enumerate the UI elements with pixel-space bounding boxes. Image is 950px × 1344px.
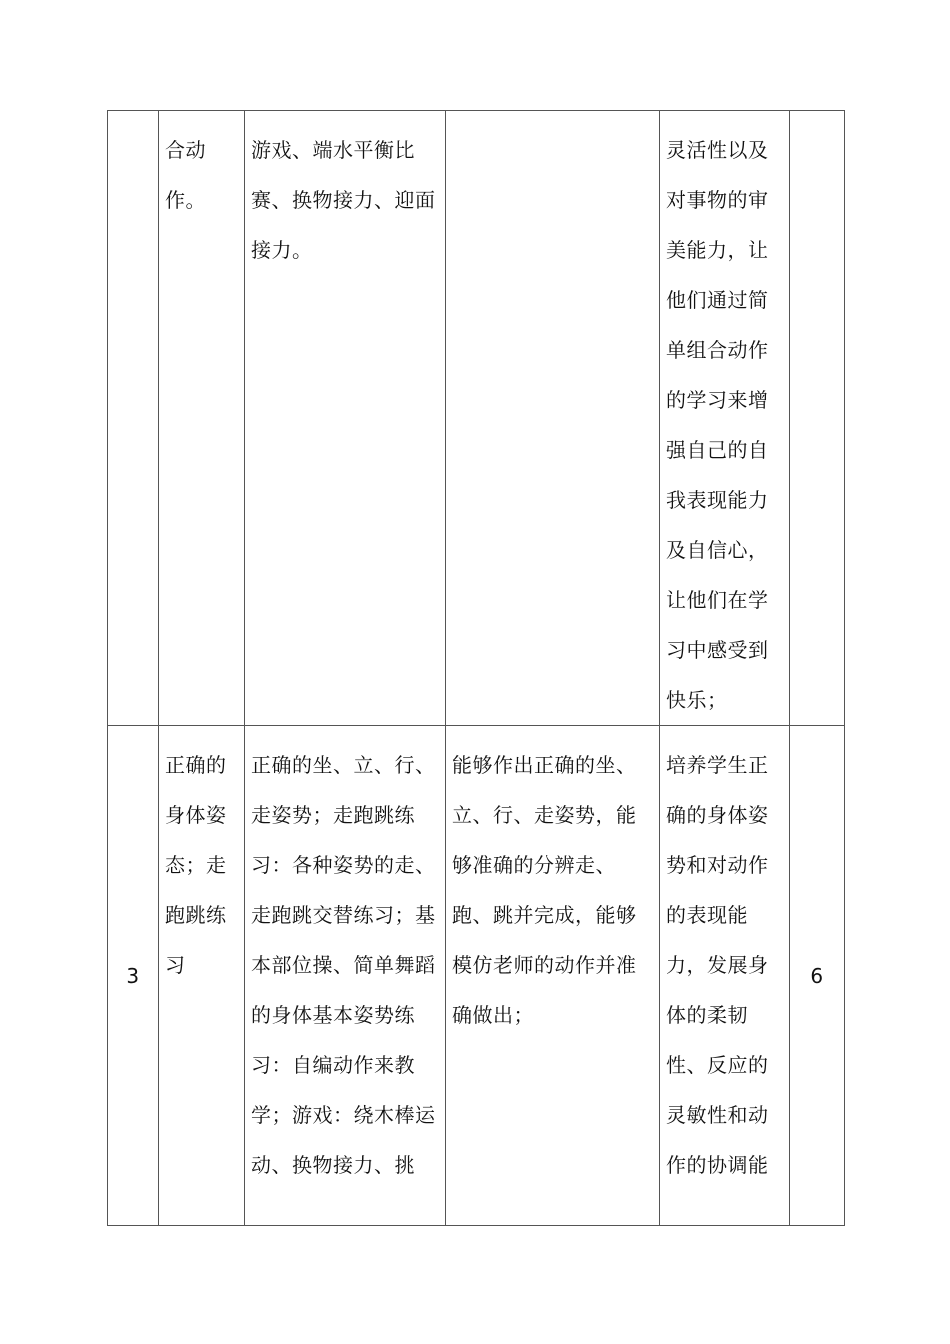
hours-cell (790, 726, 845, 1226)
content-cell (159, 111, 245, 726)
hours-cell (790, 111, 845, 726)
hours-text: 6 (810, 963, 824, 988)
content-cell (159, 726, 245, 1226)
table-row (108, 726, 845, 1226)
goals-text: 灵活性以及对事物的审美能力，让他们通过简单组合动作的学习来增强自己的自我表现能力及自信心，让他们在学习中感受到快乐； (666, 138, 769, 712)
activities-text: 正确的坐、立、行、走姿势；走跑跳练习：各种姿势的走、走跑跳交替练习；基本部位操、简单舞蹈的身体基本姿势练习：自编动作来教学；游戏：绕木棒运动、换物接力、挑 (251, 753, 436, 1177)
content-text: 正确的身体姿态；走跑跳练习 (165, 753, 227, 977)
goals-text: 培养学生正确的身体姿势和对动作的表现能力，发展身体的柔韧性、反应的灵敏性和动作的协调能 (666, 753, 769, 1177)
requirements-text: 能够作出正确的坐、立、行、走姿势，能够准确的分辨走、跑、跳并完成，能够模仿老师的动作并准确做出； (452, 753, 637, 1027)
course-table (107, 110, 845, 1226)
row-index: 3 (126, 963, 140, 988)
activities-cell (245, 726, 446, 1226)
content-text: 合动作。 (165, 138, 206, 212)
table-row (108, 111, 845, 726)
goals-cell (660, 726, 790, 1226)
goals-cell (660, 111, 790, 726)
requirements-cell (446, 111, 660, 726)
activities-text: 游戏、端水平衡比赛、换物接力、迎面接力。 (251, 138, 436, 262)
row-index-cell (108, 111, 159, 726)
row-index-cell (108, 726, 159, 1226)
activities-cell (245, 111, 446, 726)
requirements-cell (446, 726, 660, 1226)
